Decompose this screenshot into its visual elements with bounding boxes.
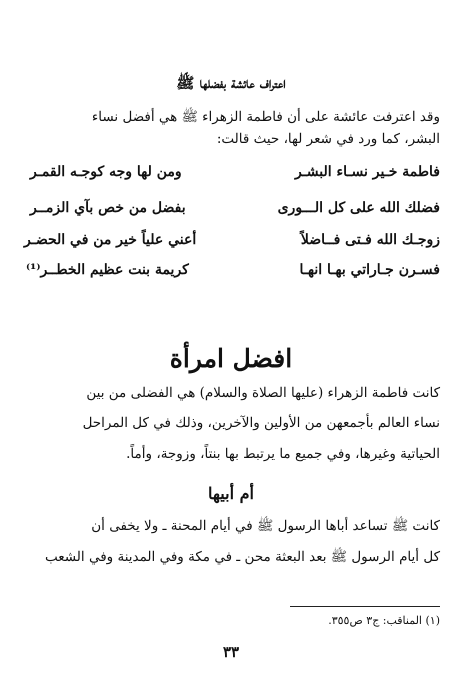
verse-4-left: كريمة بنت عظيم الخطــر⁽¹⁾ — [26, 262, 189, 278]
paragraph-best-woman-line-1: كانت فاطمة الزهراء (عليها الصلاة والسلام) هي الفضلى من بين — [86, 385, 440, 401]
section-heading-best-woman: افضل امرأة — [169, 344, 293, 373]
paragraph-mother-line-2: كل أيام الرسول ﷺ بعد البعثة محن ـ في مكة وفي المدينة وفي الشعب — [44, 549, 440, 565]
verse-2-right: فضلك الله على كل الـــورى — [277, 200, 440, 216]
paragraph-best-woman-line-2: نساء العالم بأجمعهن من الأولين والآخرين، وذلك في كل المراحل — [82, 415, 440, 431]
verse-4-right: فسـرن جـاراتي بهـا انهـا — [299, 262, 440, 278]
paragraph-aisha-line-1: وقد اعترفت عائشة على أن فاطمة الزهراء ﷺ هي أفضل نساء — [91, 109, 440, 125]
verse-1-left: ومن لها وجه كوجـه القمـر — [30, 164, 182, 180]
verse-3-left: أعني علياً خير من في الحضـر — [24, 232, 197, 248]
verse-1-right: فاطمة خـير نسـاء البشـر — [294, 164, 440, 180]
verse-2-left: بفضل من خص بآي الزمــر — [30, 200, 186, 216]
paragraph-best-woman-line-3: الحياتية وغيرها، وفي جميع ما يرتبط بها بنتاً، وزوجة، وأماً. — [126, 446, 440, 462]
paragraph-mother-line-1: كانت ﷺ تساعد أباها الرسول ﷺ في أيام المحنة ـ ولا يخفى أن — [91, 518, 440, 534]
section-heading-mother-of-father: أم أبيها — [208, 484, 254, 503]
footnote: (١) المناقب: ج٣ ص٣٥٥. — [328, 614, 440, 627]
page-number: ٣٣ — [222, 643, 240, 661]
paragraph-aisha-line-2: البشر، كما ورد في شعر لها، حيث قالت: — [216, 131, 440, 147]
verse-3-right: زوجـك الله فـتى فــاضلاً — [300, 232, 440, 248]
footnote-divider — [290, 606, 440, 607]
section-heading-aisha: اعتراف عائشة بفضلها ﷺ — [176, 74, 286, 92]
